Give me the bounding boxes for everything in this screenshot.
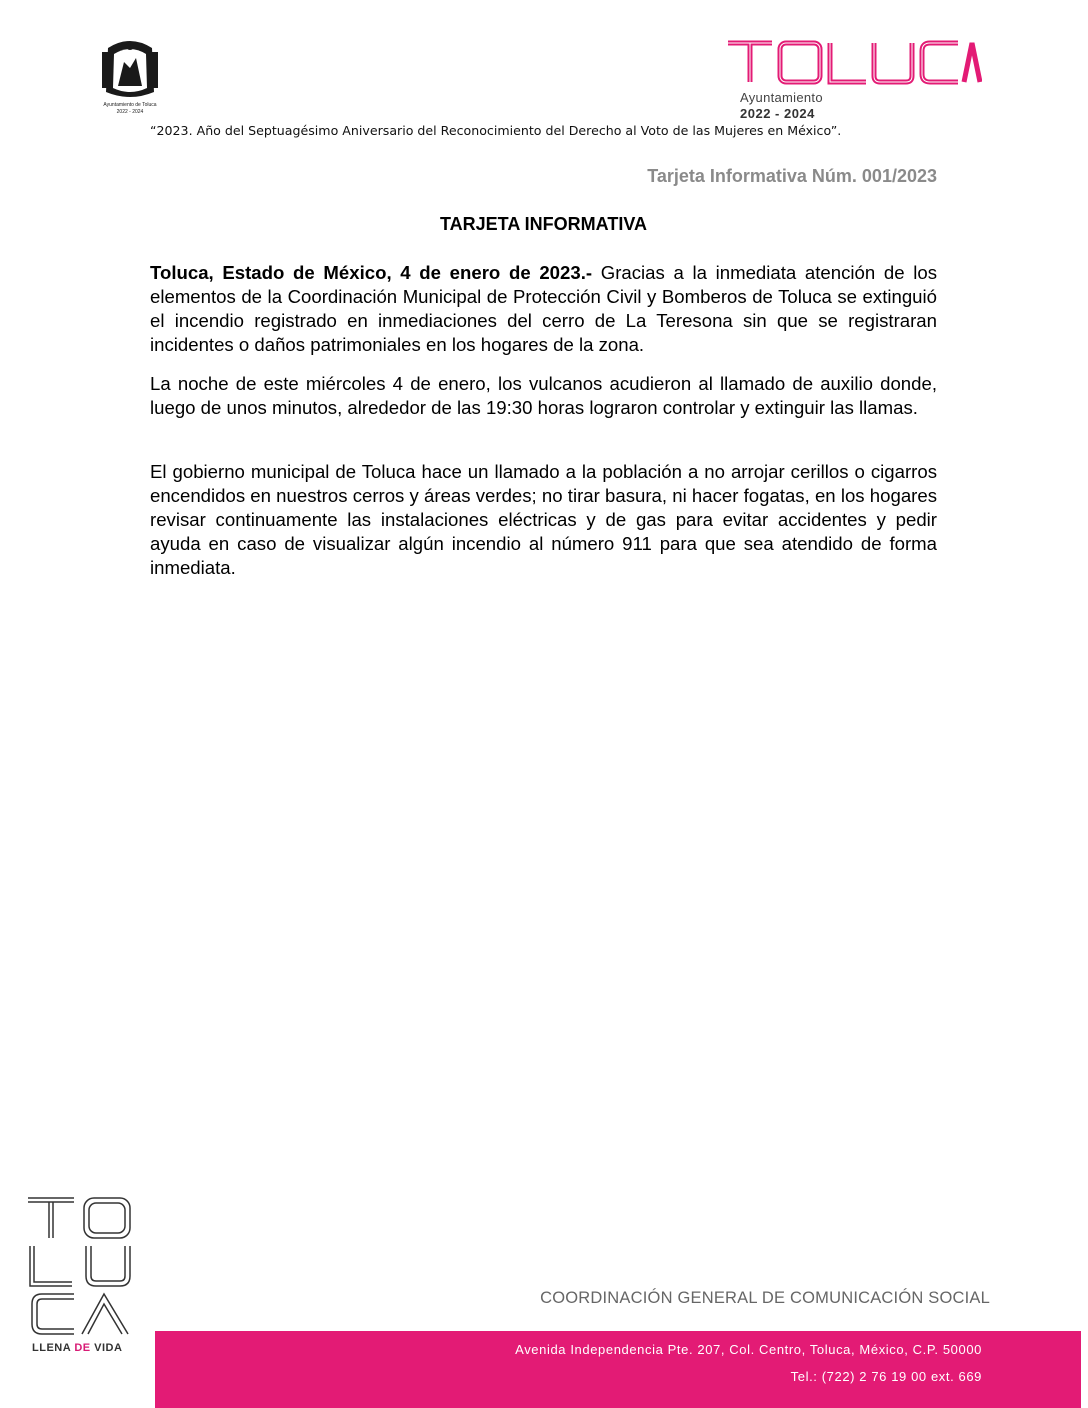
toluca-stacked-wordmark-icon (26, 1194, 136, 1338)
document-title: TARJETA INFORMATIVA (440, 214, 647, 234)
brand-years: 2022 - 2024 (740, 106, 815, 121)
paragraph-3: El gobierno municipal de Toluca hace un llamado a la población a no arrojar cerillos o cigarros encendidos en nuestros cerros y áreas verdes; no tirar basura, ni hacer fogatas, en los hogares revisar continuamente las instalaciones eléctricas y de gas para evitar accidentes y pedir ayuda en caso de visualizar algún incendio al número 911 para que sea atendido de forma inmediata. (150, 461, 937, 578)
paragraph-1 (150, 261, 937, 357)
tagline-word-3: VIDA (94, 1342, 123, 1354)
footer-address: Avenida Independencia Pte. 207, Col. Centro, Toluca, México, C.P. 50000 (515, 1342, 982, 1357)
coat-of-arms-icon (88, 38, 172, 102)
tagline-word-2: DE (74, 1342, 95, 1354)
footer-tagline (32, 1342, 122, 1354)
toluca-brand-logo (726, 38, 986, 124)
paragraph-1-body: Gracias a la inmediata atención de los elementos de la Coordinación Municipal de Protección Civil y Bomberos de Toluca se extinguió el incendio registrado en inmediaciones del cerro de La Teresona sin que se registraran incidentes o daños patrimoniales en los hogares de la zona. (150, 262, 937, 355)
toluca-wordmark-icon (726, 38, 982, 86)
brand-subtitle: Ayuntamiento (740, 90, 823, 105)
footer-toluca-logo (26, 1194, 144, 1390)
municipal-seal-logo (88, 38, 172, 124)
seal-caption: Ayuntamiento de Toluca (103, 102, 157, 108)
seal-years: 2022 - 2024 (116, 109, 144, 115)
tagline-word-1: LLENA (32, 1342, 75, 1354)
year-motto: “2023. Año del Septuagésimo Aniversario del Reconocimiento del Derecho al Voto de las Mujeres en México”. (150, 123, 842, 138)
department-name: COORDINACIÓN GENERAL DE COMUNICACIÓN SOCIAL (540, 1289, 990, 1307)
footer-phone: Tel.: (722) 2 76 19 00 ext. 669 (790, 1369, 982, 1384)
card-number: Tarjeta Informativa Núm. 001/2023 (647, 166, 937, 186)
paragraph-2: La noche de este miércoles 4 de enero, los vulcanos acudieron al llamado de auxilio donde, luego de unos minutos, alrededor de las 19:30 horas lograron controlar y extinguir las llamas. (150, 373, 937, 418)
paragraph-1-lead: Toluca, Estado de México, 4 de enero de 2023.- (150, 262, 593, 283)
